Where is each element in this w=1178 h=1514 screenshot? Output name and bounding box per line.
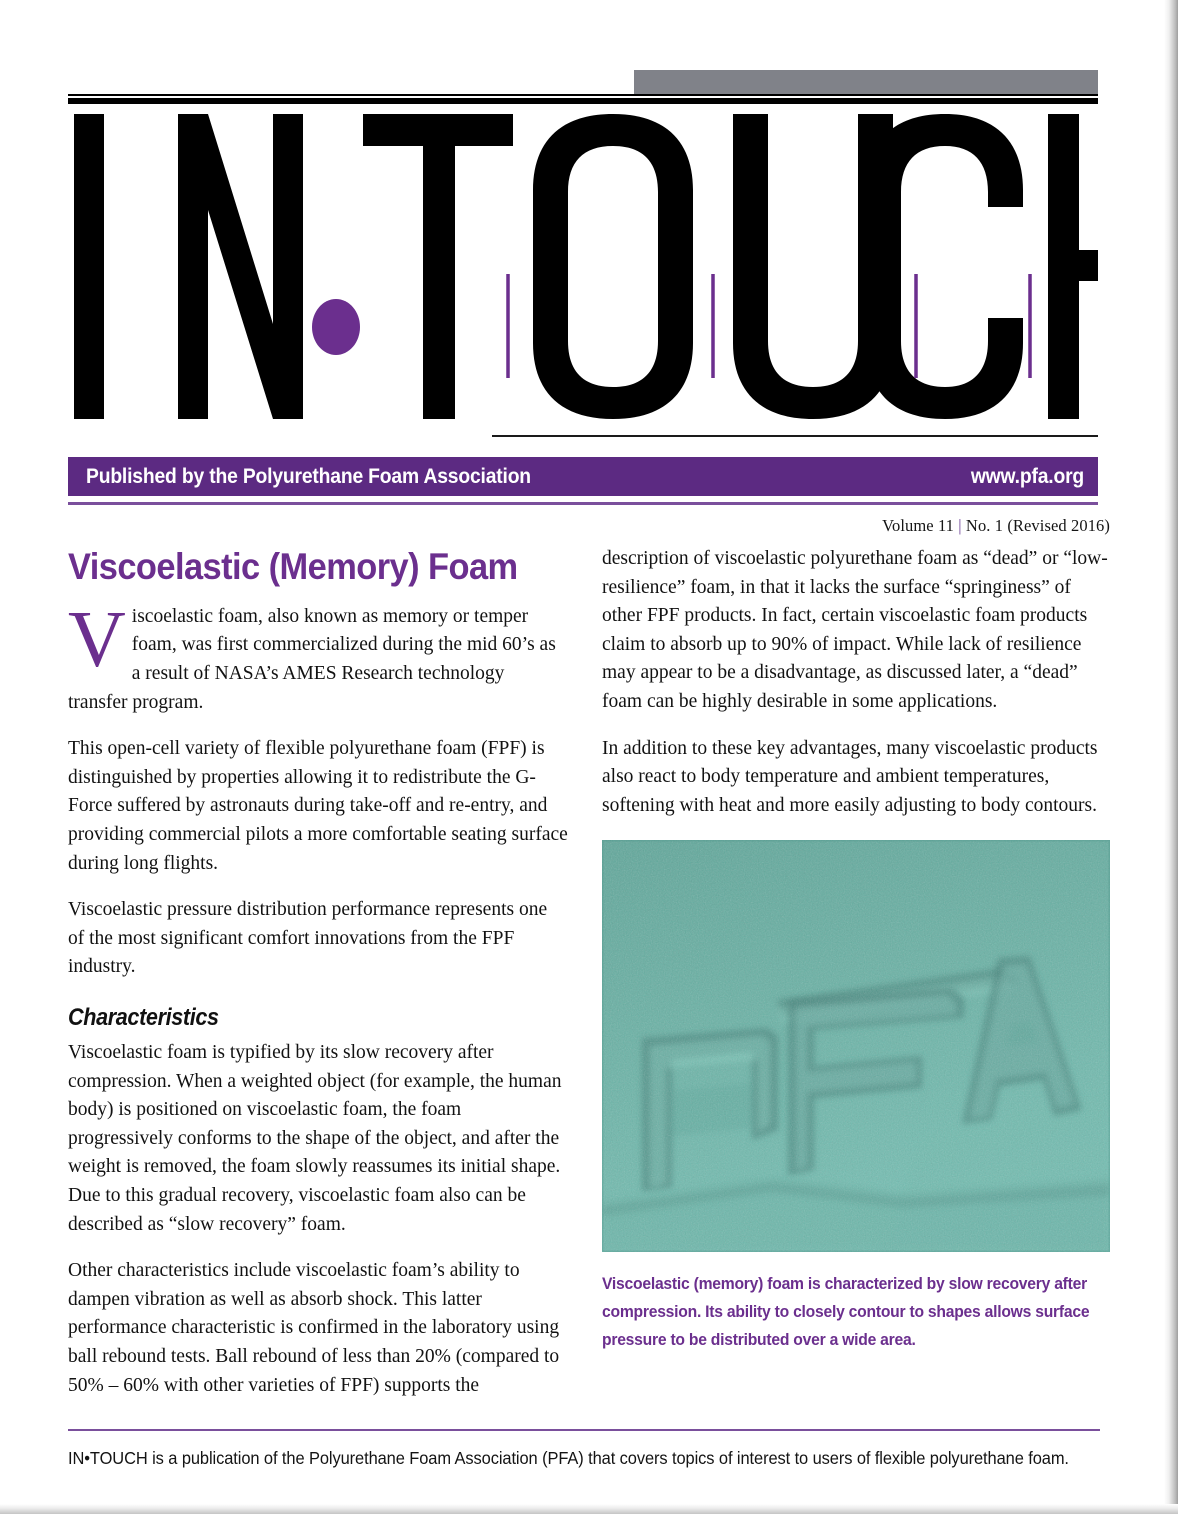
issue-volume: Volume 11	[882, 516, 955, 535]
photo-caption: Viscoelastic (memory) foam is characterized by slow recovery after compression. Its ability to closely contour to shapes allows surface pressure to be distributed over a wide area.	[602, 1275, 1090, 1350]
paragraph: Viscoelastic pressure distribution performance represents one of the most significant comfort innovations from the FPF industry.	[68, 899, 548, 978]
in-touch-logo	[68, 102, 1098, 437]
left-column	[68, 548, 568, 1418]
paragraph: In addition to these key advantages, many viscoelastic products also react to body temperature and ambient temperatures, softening with heat and more easily adjusting to body contours.	[602, 737, 1098, 816]
issue-separator: |	[958, 516, 962, 535]
page-edge-shadow-right	[1164, 0, 1178, 1514]
right-column	[602, 516, 1110, 1354]
masthead-top-hairline	[68, 94, 1098, 96]
publisher-label: Published by the Polyurethane Foam Association	[86, 464, 531, 488]
issue-number: No. 1 (Revised 2016)	[965, 516, 1110, 535]
paragraph: This open-cell variety of flexible polyurethane foam (FPF) is distinguished by properties allowing it to redistribute the G-Force suffered by astronauts during take-off and re-entry, and providing commercial pilots a more comfortable seating surface during long flights.	[68, 738, 568, 874]
footer-rule	[68, 1429, 1100, 1431]
lead-paragraph-text: iscoelastic foam, also known as memory or temper foam, was first commercialized during the mid 60’s as a result of NASA’s AMES Research technology transfer program.	[68, 605, 556, 713]
masthead	[68, 62, 1098, 442]
banner-underline-rule	[68, 502, 1098, 505]
website-link[interactable]: www.pfa.org	[970, 464, 1084, 488]
drop-cap: V	[68, 595, 126, 684]
issue-line	[602, 516, 1110, 536]
logo-dot-icon	[312, 299, 360, 355]
footer-note: IN•TOUCH is a publication of the Polyurethane Foam Association (PFA) that covers topics of interest to users of flexible polyurethane foam.	[68, 1448, 1069, 1468]
page-title: Viscoelastic (Memory) Foam	[68, 546, 518, 587]
masthead-bottom-rule	[492, 435, 1098, 437]
publisher-banner	[68, 457, 1098, 496]
masthead-gray-bar	[634, 70, 1098, 96]
lead-paragraph	[68, 595, 568, 717]
paragraph: description of viscoelastic polyurethane foam as “dead” or “low-resilience” foam, in that it lacks the surface “springiness” of other FPF products. In fact, certain viscoelastic foam products claim to absorb up to 90% of impact. While lack of resilience may appear to be a disadvantage, as discussed later, a “dead” foam can be highly desirable in some applications.	[602, 548, 1108, 712]
page-edge-shadow-bottom	[0, 1504, 1178, 1514]
paragraph: Viscoelastic foam is typified by its slow recovery after compression. When a weighted object (for example, the human body) is positioned on viscoelastic foam, the foam progressively conforms to the shape of the object, and after the weight is removed, the foam slowly reassumes its initial shape. Due to this gradual recovery, viscoelastic foam also can be described as “slow recovery” foam.	[68, 1041, 562, 1235]
paragraph: Other characteristics include viscoelastic foam’s ability to dampen vibration as well as absorb shock. This latter performance characteristic is confirmed in the laboratory using ball rebound tests. Ball rebound of less than 20% (compared to 50% – 60% with other varieties of FPF) supports the	[68, 1260, 560, 1396]
section-heading-characteristics: Characteristics	[68, 1003, 219, 1031]
foam-photo	[602, 840, 1110, 1252]
